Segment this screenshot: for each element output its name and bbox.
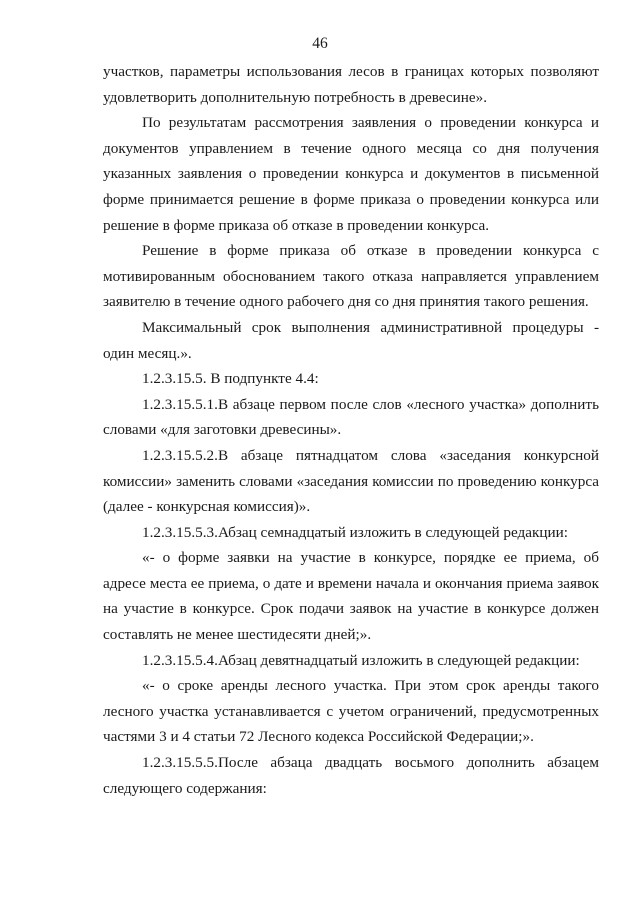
clause-1-2-3-15-5-1: 1.2.3.15.5.1.В абзаце первом после слов «лесного участка» дополнить словами «для заготовки древесины». (103, 395, 599, 439)
paragraph-continuation: участков, параметры использования лесов в границах которых позволяют удовлетворить дополнительную потребность в древесине». (103, 63, 599, 106)
quote-lease-term: «- о сроке аренды лесного участка. При этом срок аренды такого лесного участка устанавливается с учетом ограничений, предусмотренных частями 3 и 4 статьи 72 Лесного кодекса Российской Федерации;». (103, 677, 599, 746)
paragraph-refusal-decision: Решение в форме приказа об отказе в проведении конкурса с мотивированным обоснованием такого отказа направляется управлением заявителю в течение одного рабочего дня со дня принятия такого решения. (103, 242, 599, 311)
paragraph-decision-results: По результатам рассмотрения заявления о проведении конкурса и документов управлением в течение одного месяца со дня получения указанных заявления о проведении конкурса и документов в письменной форме принимается решение в форме приказа о проведении конкурса или решение в форме приказа об отказе в проведении конкурса. (103, 114, 599, 234)
paragraph-max-term: Максимальный срок выполнения административной процедуры - один месяц.». (103, 318, 599, 362)
clause-1-2-3-15-5-3: 1.2.3.15.5.3.Абзац семнадцатый изложить в следующей редакции: (142, 523, 568, 541)
page-number: 46 (312, 35, 328, 52)
clause-1-2-3-15-5-4: 1.2.3.15.5.4.Абзац девятнадцатый изложить в следующей редакции: (142, 651, 580, 669)
clause-1-2-3-15-5: 1.2.3.15.5. В подпункте 4.4: (142, 370, 319, 388)
quote-application-form: «- о форме заявки на участие в конкурсе, порядке ее приема, об адресе места ее приема, о дате и времени начала и окончания приема заявок на участие в конкурсе. Срок подачи заявок на участие в конкурсе должен составлять не менее шестидесяти дней;». (103, 549, 599, 644)
clause-1-2-3-15-5-5: 1.2.3.15.5.5.После абзаца двадцать восьмого дополнить абзацем следующего содержания: (103, 754, 599, 797)
clause-1-2-3-15-5-2: 1.2.3.15.5.2.В абзаце пятнадцатом слова «заседания конкурсной комиссии» заменить словами «заседания комиссии по проведению конкурса (далее - конкурсная комиссия)». (103, 446, 599, 516)
document-body (103, 59, 599, 801)
